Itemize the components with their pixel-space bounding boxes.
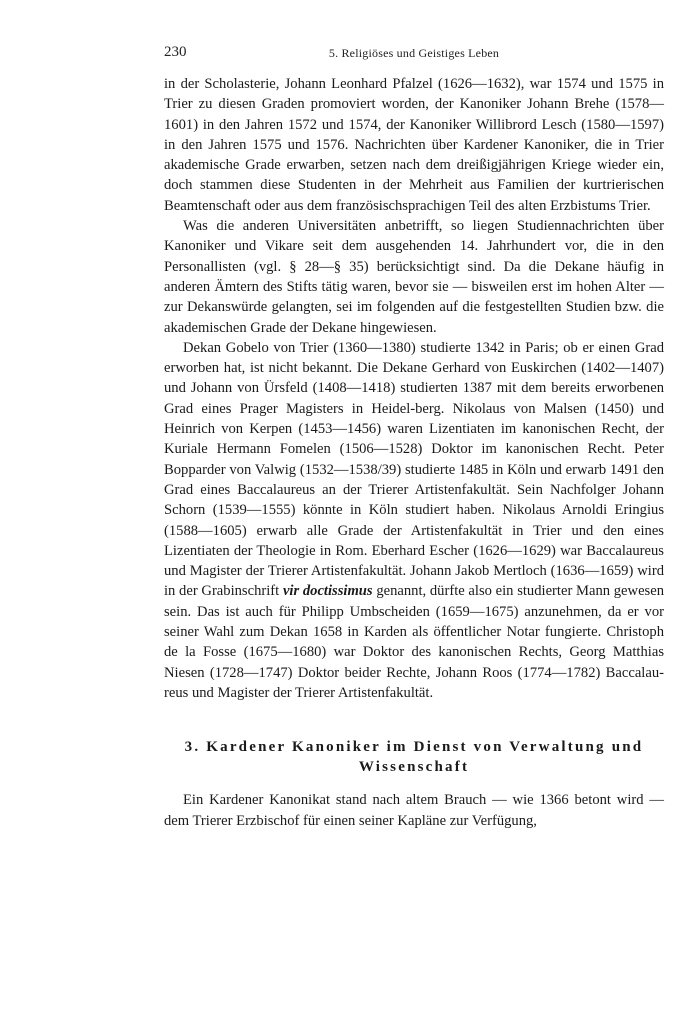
section-heading: 3. Kardener Kanoniker im Dienst von Verwaltung und Wissenschaft [184,739,644,776]
paragraph-deans [164,338,664,703]
paragraph-continuation: in der Scholasterie, Johann Leonhard Pfalzel (1626—1632), war 1574 und 1575 in Trier zu diesen Graden promoviert worden, der Kanoniker Johann Brehe (1578—1601) in den Jahren 1572 und 1574, der Kanoniker Willibrord Lesch (1580—1597) in den Jahren 1575 und 1576. Nachrichten über Kardener Kanoniker, die in Trier akademische Grade erwarben, setzen nach dem dreißigjährigen Kriege wieder ein, doch stammen diese Studenten in der Mehrheit aus Familien der kurtrierischen Beamtenschaft oder aus dem französischsprachigen Teil des alten Erzbistums Trier. [164,76,664,214]
page-number: 230 [164,44,187,60]
body-text [164,74,664,831]
page-header [164,44,664,64]
paragraph-deans-text-2: genannt, dürfte also ein studierter Mann gewesen sein. Das ist auch für Philipp Umbscheiden (1659—1675) anzunehmen, da er vor seiner Wahl zum Dekan 1658 in Karden als öffentlicher Notar fungierte. Christoph de la Fosse (1675—1680) war Doktor des kanonischen Rechts, Georg Matthias Niesen (1728—1747) Doktor beider Rechte, Johann Roos (1774—1782) Baccalau-reus und Magister der Trierer Artistenfakultät. [164,583,665,701]
paragraph-section-start: Ein Kardener Kanonikat stand nach altem Brauch — wie 1366 betont wird — dem Trierer Erzbischof für einen seiner Kapläne zur Verfügung, [164,792,664,829]
running-head: 5. Religiöses und Geistiges Leben [328,46,500,60]
paragraph-deans-text-1: Dekan Gobelo von Trier (1360—1380) studierte 1342 in Paris; ob er einen Grad erworben hat, ist nicht bekannt. Die Dekane Gerhard von Euskirchen (1402—1407) und Johann von Ürsfeld (1408—1418) studierten 1387 mit dem bereits erworbenen Grad eines Prager Magisters in Heidel-berg. Nikolaus von Malsen (1450) und Heinrich von Kerpen (1453—1456) waren Lizentiaten im kanonischen Recht, der Kuriale Hermann Fomelen (1506—1528) Doktor im kanonischen Recht. Peter Bopparder von Valwig (1532—1538/39) studierte 1485 in Köln und erwarb 1491 den Grad eines Baccalaureus an der Trierer Artistenfakultät. Sein Nachfolger Johann Schorn (1539—1555) könnte in Köln studiert haben. Nikolaus Arnoldi Eringius (1588—1605) erwarb alle Grade der Artistenfakultät in Trier und den eines Lizentiaten der Theologie in Rom. Eberhard Escher (1626—1629) war Baccalaureus und Magister der Trierer Artistenfakultät. Johann Jakob Mertloch (1636—1659) wird in der Grabinschrift [164,339,664,600]
paragraph-universities: Was die anderen Universitäten anbetrifft, so liegen Studiennachrichten über Kanoniker und Vikare seit dem ausgehenden 14. Jahrhundert vor, die in den Personallisten (vgl. § 28—§ 35) berücksichtigt sind. Da die Dekane häufig in anderen Ämtern des Stifts tätig waren, bevor sie — bisweilen erst im hohen Alter — zur Dekanswürde gelangten, sei im folgenden auf die festgestellten Studien bzw. die akademischen Grade der Dekane hingewiesen. [164,218,664,336]
latin-term: vir doctissimus [282,583,373,600]
